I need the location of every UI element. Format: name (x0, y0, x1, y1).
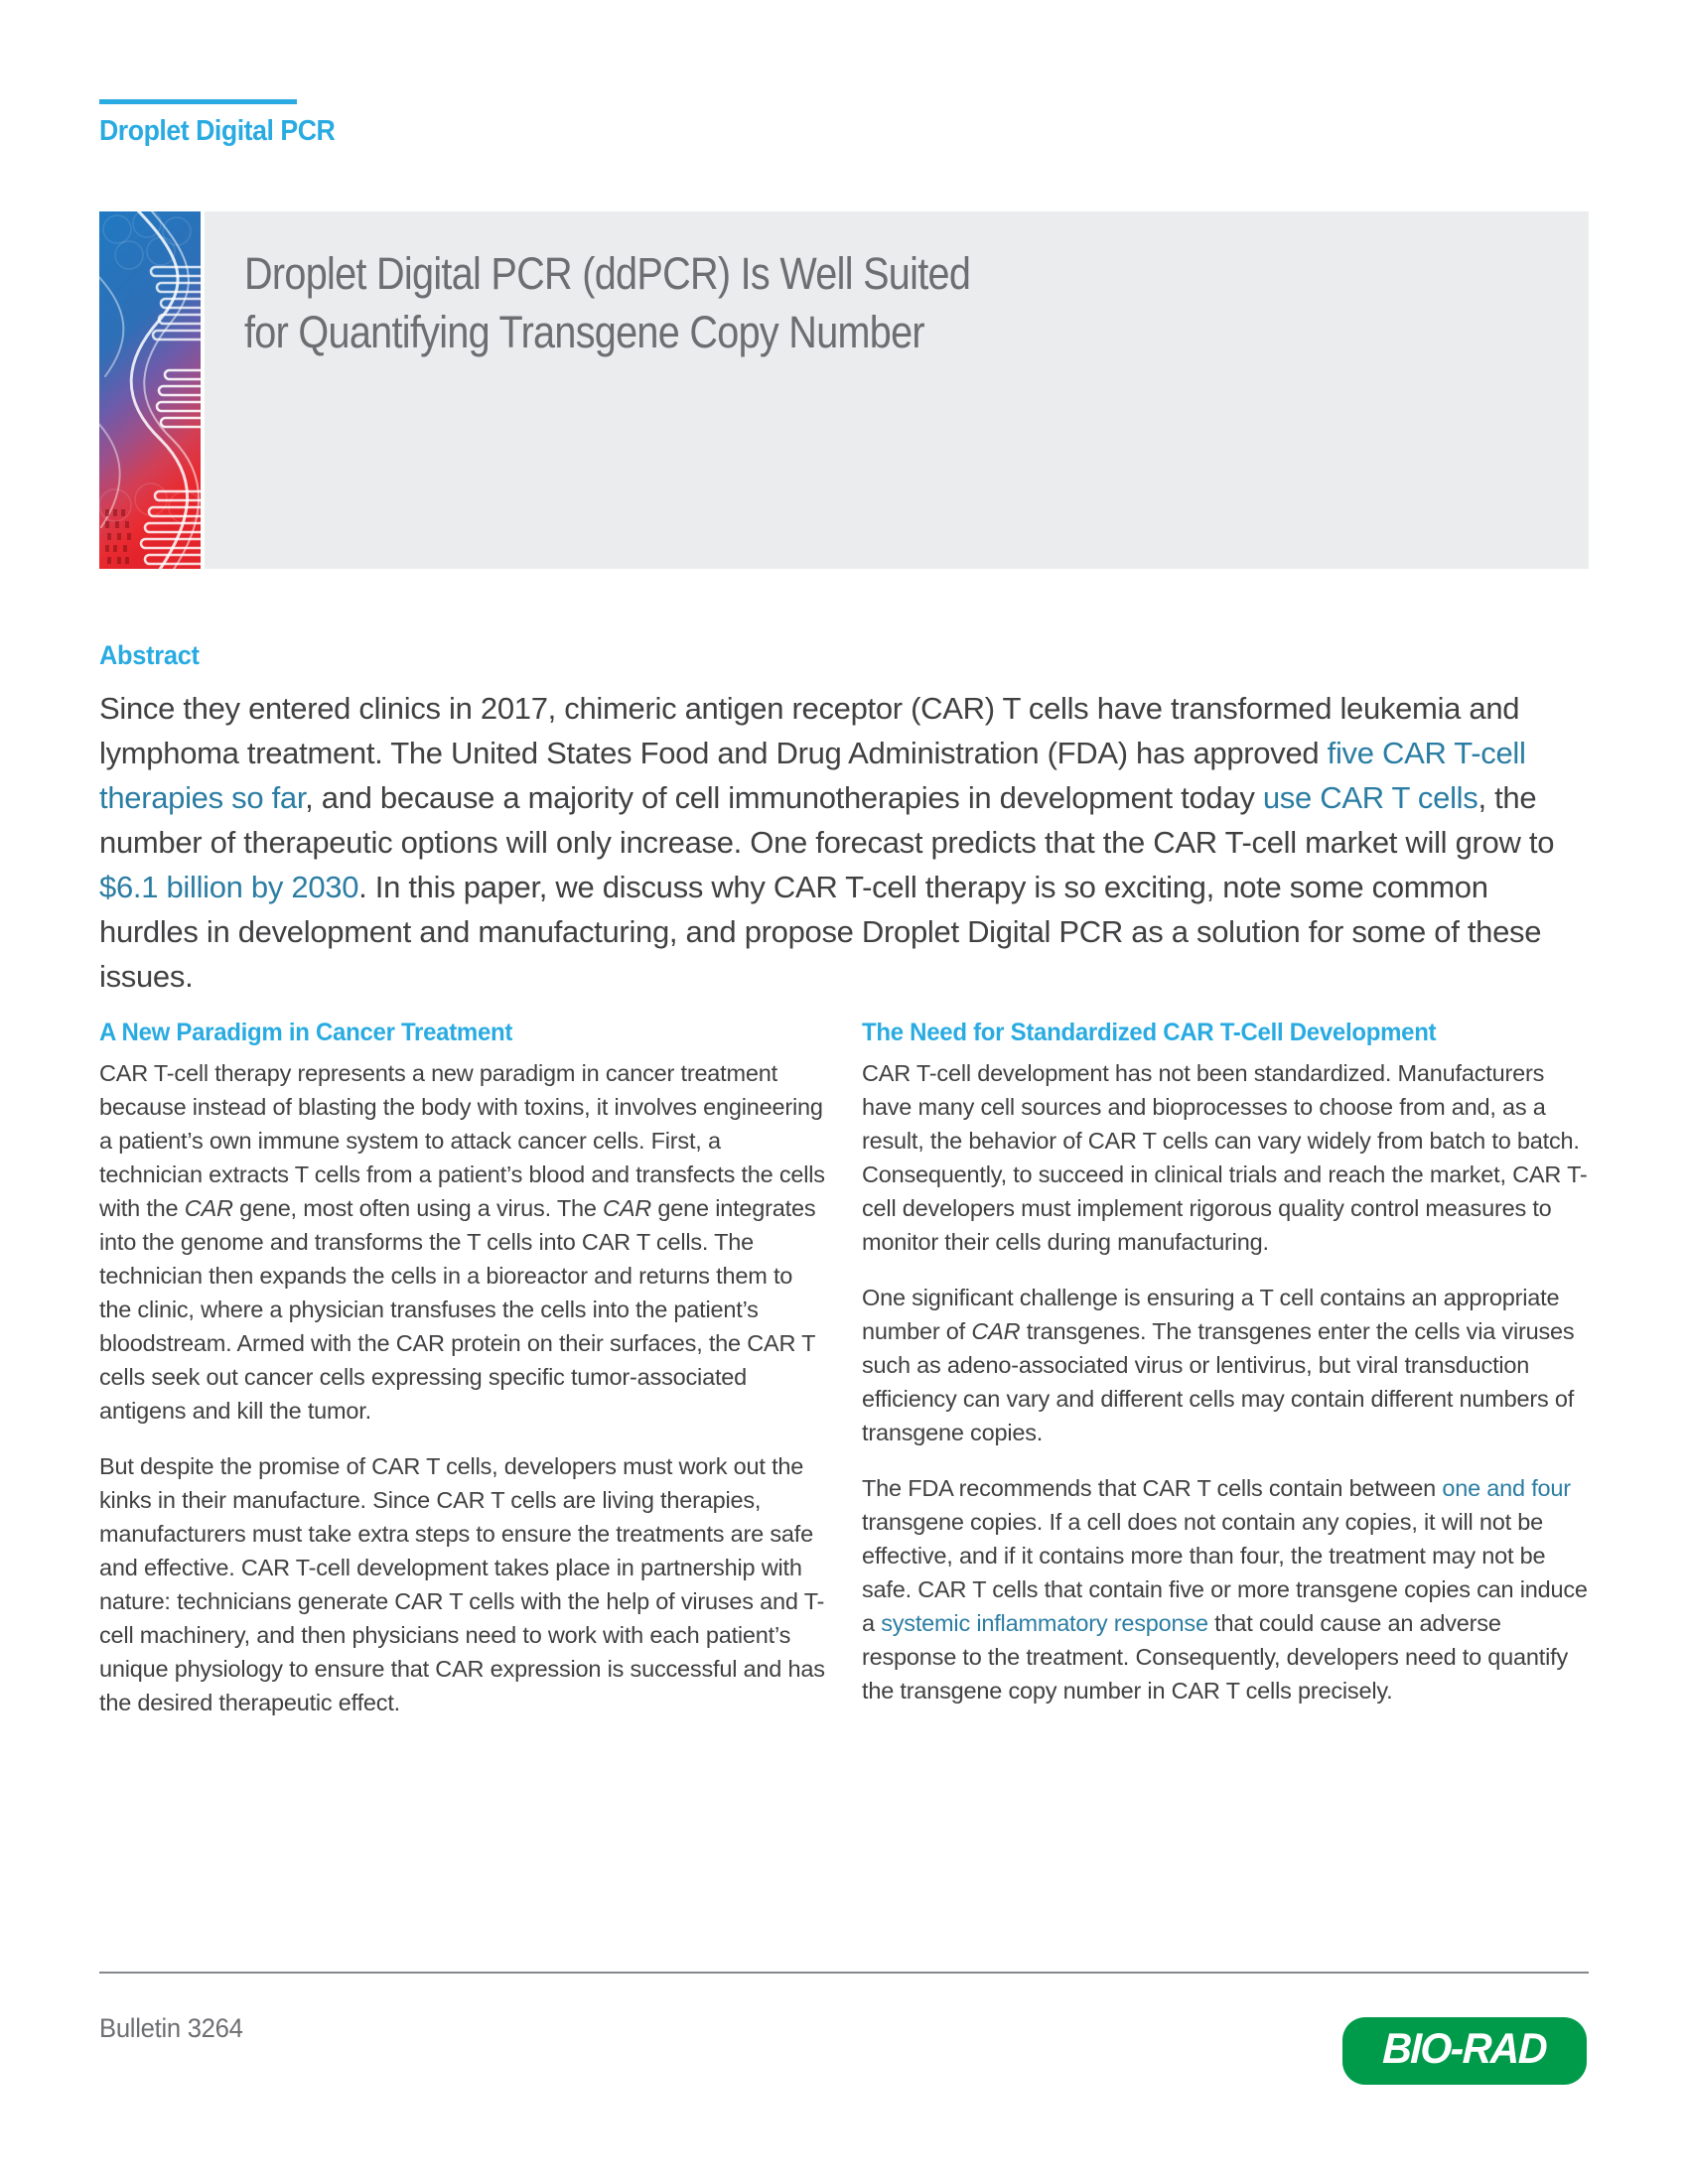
text-run: CAR T-cell therapy represents a new paradigm in cancer treatment because instead of blasting the body with toxins, it involves engineering a patient’s own immune system to attack cancer cells. First, a technician extracts T cells from a patient’s blood and transfects the cells with the (99, 1060, 825, 1221)
text-run: CAR T-cell development has not been standardized. Manufacturers have many cell sources and bioprocesses to choose from and, as a result, the behavior of CAR T cells can vary widely from batch to batch. Consequently, to succeed in clinical trials and reach the market, CAR T-cell developers must implement rigorous quality control measures to monitor their cells during manufacturing. (862, 1060, 1588, 1255)
text-run: Since they entered clinics in 2017, chimeric antigen receptor (CAR) T cells have transformed leukemia and lymphoma treatment. The United States Food and Drug Administration (FDA) has approved (99, 691, 1520, 770)
text-run: transgene copies. If a cell does not contain any copies, it will not be effective, and if it contains more than four, the treatment may not be safe. CAR T cells that contain five or more transgene copies can induce a (862, 1509, 1588, 1636)
inline-link[interactable]: one and four (1442, 1475, 1571, 1501)
text-run: that could cause an adverse response to the treatment. Consequently, developers need to quantify the transgene copy number in CAR T cells precisely. (862, 1610, 1569, 1704)
text-run: gene, most often using a virus. The (232, 1195, 604, 1221)
text-run: , the number of therapeutic options will only increase. One forecast predicts that the CAR T-cell market will grow to (99, 780, 1555, 860)
kicker-label: Droplet Digital PCR (99, 115, 336, 147)
title-banner (99, 211, 1589, 569)
bio-rad-logo (1342, 2017, 1587, 2085)
text-run: CAR (603, 1195, 652, 1221)
right-column (862, 1019, 1589, 1741)
banner-background (205, 211, 1589, 569)
footer-divider (99, 1972, 1589, 1974)
inline-link[interactable]: five CAR T-cell therapies so far (99, 736, 1526, 815)
text-run: CAR (184, 1195, 233, 1221)
document-title-line2: for Quantifying Transgene Copy Number (244, 307, 924, 357)
kicker-rule (99, 99, 297, 104)
text-run: transgenes. The transgenes enter the cells via viruses such as adeno-associated virus or lentivirus, but viral transduction efficiency can vary and different cells may contain different numbers of transgene copies. (862, 1318, 1575, 1445)
bio-rad-logo-text: BIO-RAD (1381, 2025, 1548, 2073)
document-title (244, 244, 970, 361)
document-title-line1: Droplet Digital PCR (ddPCR) Is Well Suited (244, 248, 971, 299)
inline-link[interactable]: use CAR T cells (1262, 780, 1478, 815)
dna-artwork-image (99, 211, 201, 569)
body-paragraph (99, 1056, 826, 1428)
text-run: The FDA recommends that CAR T cells contain between (862, 1475, 1443, 1501)
abstract-paragraph (99, 686, 1557, 999)
two-column-body (99, 1019, 1589, 1741)
inline-link[interactable]: $6.1 billion by 2030 (99, 870, 359, 904)
section-heading-standardized: The Need for Standardized CAR T-Cell Development (862, 1019, 1437, 1046)
abstract-heading: Abstract (99, 640, 200, 670)
body-paragraph (99, 1449, 826, 1719)
body-paragraph (862, 1056, 1589, 1259)
text-run: , and because a majority of cell immunotherapies in development today (305, 780, 1263, 815)
body-paragraph (862, 1471, 1589, 1707)
text-run: CAR (971, 1318, 1021, 1344)
body-paragraph (862, 1281, 1589, 1449)
text-run: But despite the promise of CAR T cells, developers must work out the kinks in their manufacture. Since CAR T cells are living therapies, manufacturers must take extra steps to ensure the treatments are safe and effective. CAR T-cell development takes place in partnership with nature: technicians generate CAR T cells with the help of viruses and T-cell machinery, and then physicians need to work with each patient’s unique physiology to ensure that CAR expression is successful and has the desired therapeutic effect. (99, 1453, 825, 1715)
left-column (99, 1019, 826, 1741)
inline-link[interactable]: systemic inflammatory response (881, 1610, 1208, 1636)
bulletin-number: Bulletin 3264 (99, 2013, 243, 2043)
text-run: gene integrates into the genome and transforms the T cells into CAR T cells. The technician then expands the cells in a bioreactor and returns them to the clinic, where a physician transfuses the cells into the patient’s bloodstream. Armed with the CAR protein on their surfaces, the CAR T cells seek out cancer cells expressing specific tumor-associated antigens and kill the tumor. (99, 1195, 816, 1424)
text-run: . In this paper, we discuss why CAR T-cell therapy is so exciting, note some common hurdles in development and manufacturing, and propose Droplet Digital PCR as a solution for some of these issues. (99, 870, 1542, 994)
section-heading-paradigm: A New Paradigm in Cancer Treatment (99, 1019, 513, 1046)
text-run: One significant challenge is ensuring a T cell contains an appropriate number of (862, 1285, 1560, 1344)
